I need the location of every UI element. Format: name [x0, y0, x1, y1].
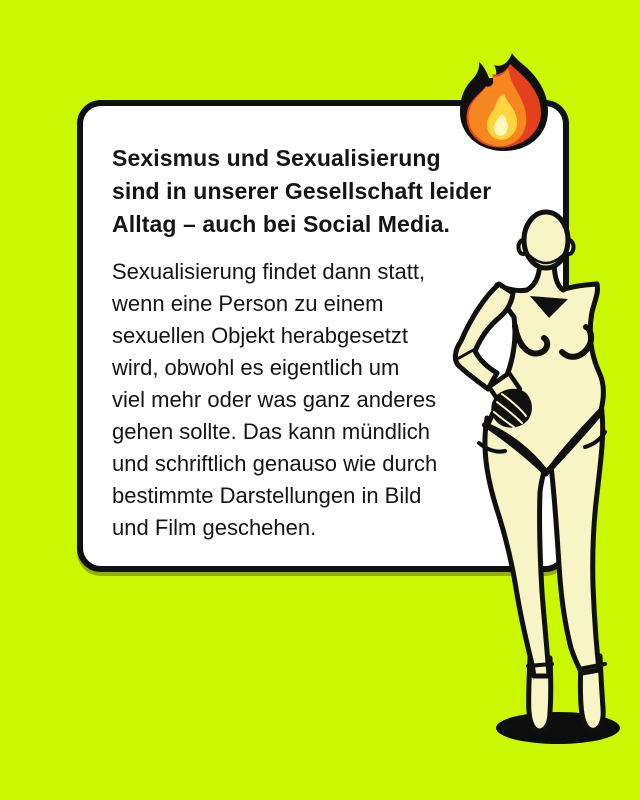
text-line: bestimmte Darstellungen in Bild [112, 483, 422, 508]
text-line: und Film geschehen. [112, 515, 317, 540]
text-line: und schriftlich genauso wie durch [112, 451, 438, 476]
text-line: Alltag – auch bei Social Media. [112, 211, 450, 237]
text-line: wird, obwohl es eigentlich um [112, 355, 400, 380]
mannequin-figure-illustration [430, 200, 640, 770]
text-line: gehen sollte. Das kann mündlich [112, 419, 430, 444]
figure-left-ankle-line [528, 664, 552, 666]
figure-left-arm [455, 284, 513, 389]
text-line: Sexualisierung findet dann statt, [112, 259, 426, 284]
figure-head [524, 212, 568, 268]
text-line: viel mehr oder was ganz anderes [112, 387, 437, 412]
fire-icon [458, 52, 550, 152]
text-line: wenn eine Person zu einem [112, 291, 384, 316]
text-line: Sexismus und Sexualisierung [112, 145, 441, 171]
text-line: sind in unserer Gesellschaft leider [112, 178, 492, 204]
text-line: sexuellen Objekt herabgesetzt [112, 323, 408, 348]
